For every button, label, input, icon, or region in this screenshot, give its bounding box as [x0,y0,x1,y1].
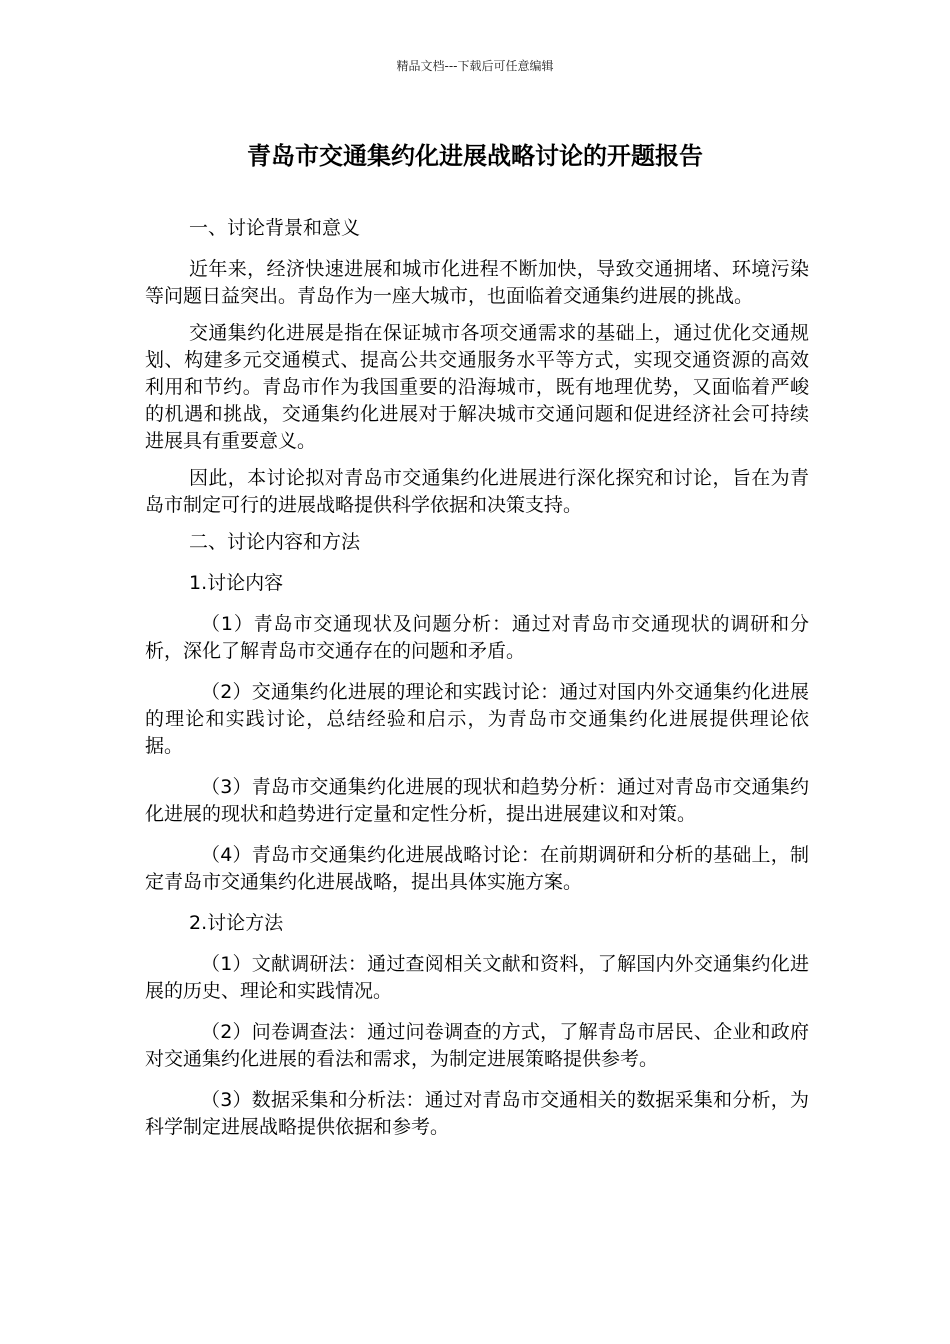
subsection-heading-content: 1.讨论内容 [189,572,284,594]
document-title: 青岛市交通集约化进展战略讨论的开题报告 [247,142,703,170]
content-item-3: （3）青岛市交通集约化进展的现状和趋势分析：通过对青岛市交通集约化进展的现状和趋势进行定量和定性分析，提出进展建议和对策。 [145,776,809,825]
paragraph-background-1: 近年来，经济快速进展和城市化进程不断加快，导致交通拥堵、环境污染等问题日益突出。青岛作为一座大城市，也面临着交通集约进展的挑战。 [145,258,809,307]
paragraph-background-3: 因此，本讨论拟对青岛市交通集约化进展进行深化探究和讨论，旨在为青岛市制定可行的进展战略提供科学依据和决策支持。 [145,467,809,516]
method-item-2: （2）问卷调查法：通过问卷调查的方式，了解青岛市居民、企业和政府对交通集约化进展的看法和需求，为制定进展策略提供参考。 [145,1021,809,1070]
content-item-4: （4）青岛市交通集约化进展战略讨论：在前期调研和分析的基础上，制定青岛市交通集约化进展战略，提出具体实施方案。 [145,844,809,893]
section-heading-content-method: 二、讨论内容和方法 [189,531,361,553]
section-heading-background: 一、讨论背景和意义 [189,217,361,239]
method-item-1: （1）文献调研法：通过查阅相关文献和资料，了解国内外交通集约化进展的历史、理论和实践情况。 [145,953,809,1002]
content-item-1: （1）青岛市交通现状及问题分析：通过对青岛市交通现状的调研和分析，深化了解青岛市交通存在的问题和矛盾。 [145,613,809,662]
page-header-watermark: 精品文档---下载后可任意编辑 [396,59,554,73]
paragraph-background-2: 交通集约化进展是指在保证城市各项交通需求的基础上，通过优化交通规划、构建多元交通模式、提高公共交通服务水平等方式，实现交通资源的高效利用和节约。青岛市作为我国重要的沿海城市，既有地理优势，又面临着严峻的机遇和挑战，交通集约化进展对于解决城市交通问题和促进经济社会可持续进展具有重要意义。 [145,322,809,452]
method-item-3: （3）数据采集和分析法：通过对青岛市交通相关的数据采集和分析，为科学制定进展战略提供依据和参考。 [145,1089,809,1138]
subsection-heading-methods: 2.讨论方法 [189,912,284,934]
document-body [145,215,809,1155]
content-item-2: （2）交通集约化进展的理论和实践讨论：通过对国内外交通集约化进展的理论和实践讨论，总结经验和启示，为青岛市交通集约化进展提供理论依据。 [145,681,809,757]
